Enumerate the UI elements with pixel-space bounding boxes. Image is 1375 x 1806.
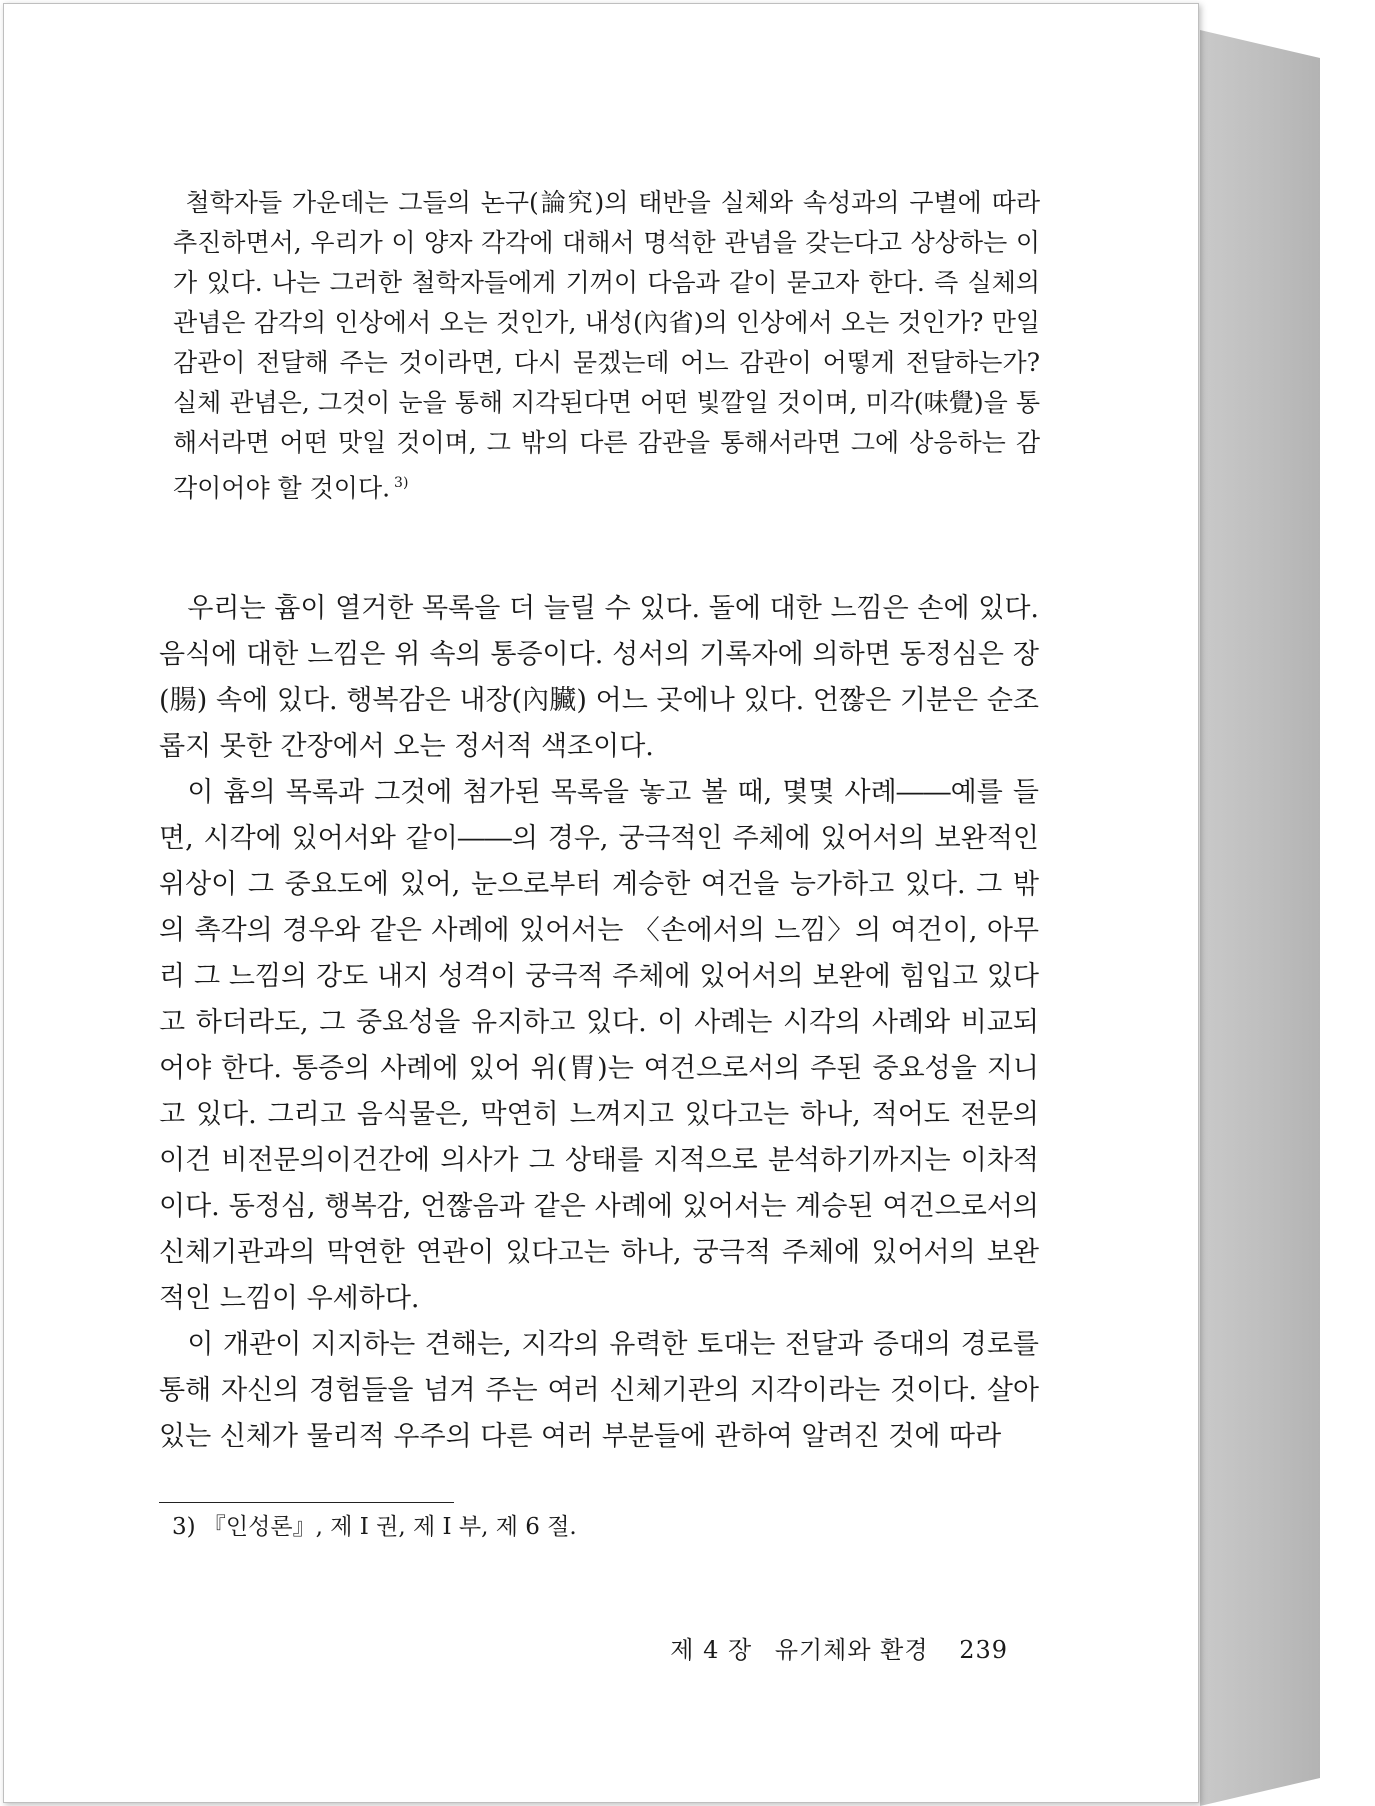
running-footer	[656, 1630, 1008, 1665]
body-paragraph-3: 이 개관이 지지하는 견해는, 지각의 유력한 토대는 전달과 증대의 경로를 통해 자신의 경험들을 넘겨 주는 여러 신체기관의 지각이라는 것이다. 살아 있는 신체가 물리적 우주의 다른 여러 부분들에 관하여 알려진 것에 따라	[159, 1329, 1039, 1452]
quote-paragraph	[173, 183, 1040, 508]
footnote: 3) 『인성론』, 제 I 권, 제 I 부, 제 6 절.	[172, 1514, 577, 1540]
page-number: 239	[959, 1636, 1008, 1664]
chapter-label: 제 4 장	[670, 1636, 753, 1664]
quote-text: 철학자들 가운데는 그들의 논구(論究)의 태반을 실체와 속성과의 구별에 따라 추진하면서, 우리가 이 양자 각각에 대해서 명석한 관념을 갖는다고 상상하는 이가 있다. 나는 그러한 철학자들에게 기꺼이 다음과 같이 묻고자 한다. 즉 실체의 관념은 감각의 인상에서 오는 것인가, 내성(內省)의 인상에서 오는 것인가? 만일 감관이 전달해 주는 것이라면, 다시 묻겠는데 어느 감관이 어떻게 전달하는가? 실체 관념은, 그것이 눈을 통해 지각된다면 어떤 빛깔일 것이며, 미각(味覺)을 통해서라면 어떤 맛일 것이며, 그 밖의 다른 감관을 통해서라면 그에 상응하는 감각이어야 할 것이다.	[173, 188, 1040, 503]
footnote-divider	[159, 1502, 454, 1503]
body-paragraph-2: 이 흄의 목록과 그것에 첨가된 목록을 놓고 볼 때, 몇몇 사례――예를 들면, 시각에 있어서와 같이――의 경우, 궁극적인 주체에 있어서의 보완적인 위상이 그 중요도에 있어, 눈으로부터 계승한 여건을 능가하고 있다. 그 밖의 촉각의 경우와 같은 사례에 있어서는 〈손에서의 느낌〉의 여건이, 아무리 그 느낌의 강도 내지 성격이 궁극적 주체에 있어서의 보완에 힘입고 있다고 하더라도, 그 중요성을 유지하고 있다. 이 사례는 시각의 사례와 비교되어야 한다. 통증의 사례에 있어 위(胃)는 여건으로서의 주된 중요성을 지니고 있다. 그리고 음식물은, 막연히 느껴지고 있다고는 하나, 적어도 전문의이건 비전문의이건간에 의사가 그 상태를 지적으로 분석하기까지는 이차적이다. 동정심, 행복감, 언짢음과 같은 사례에 있어서는 계승된 여건으로서의 신체기관과의 막연한 연관이 있다고는 하나, 궁극적 주체에 있어서의 보완적인 느낌이 우세하다.	[159, 777, 1039, 1314]
block-quote	[173, 183, 1040, 508]
chapter-title: 유기체와 환경	[774, 1636, 929, 1664]
body-paragraph-1: 우리는 흄이 열거한 목록을 더 늘릴 수 있다. 돌에 대한 느낌은 손에 있다. 음식에 대한 느낌은 위 속의 통증이다. 성서의 기록자에 의하면 동정심은 장(腸) 속에 있다. 행복감은 내장(內臟) 어느 곳에나 있다. 언짢은 기분은 순조롭지 못한 간장에서 오는 정서적 색조이다.	[159, 593, 1039, 762]
body-text	[159, 586, 1039, 1460]
footnote-reference[interactable]: 3)	[394, 475, 409, 491]
book-edge	[1200, 30, 1320, 1806]
book-page	[3, 3, 1199, 1803]
